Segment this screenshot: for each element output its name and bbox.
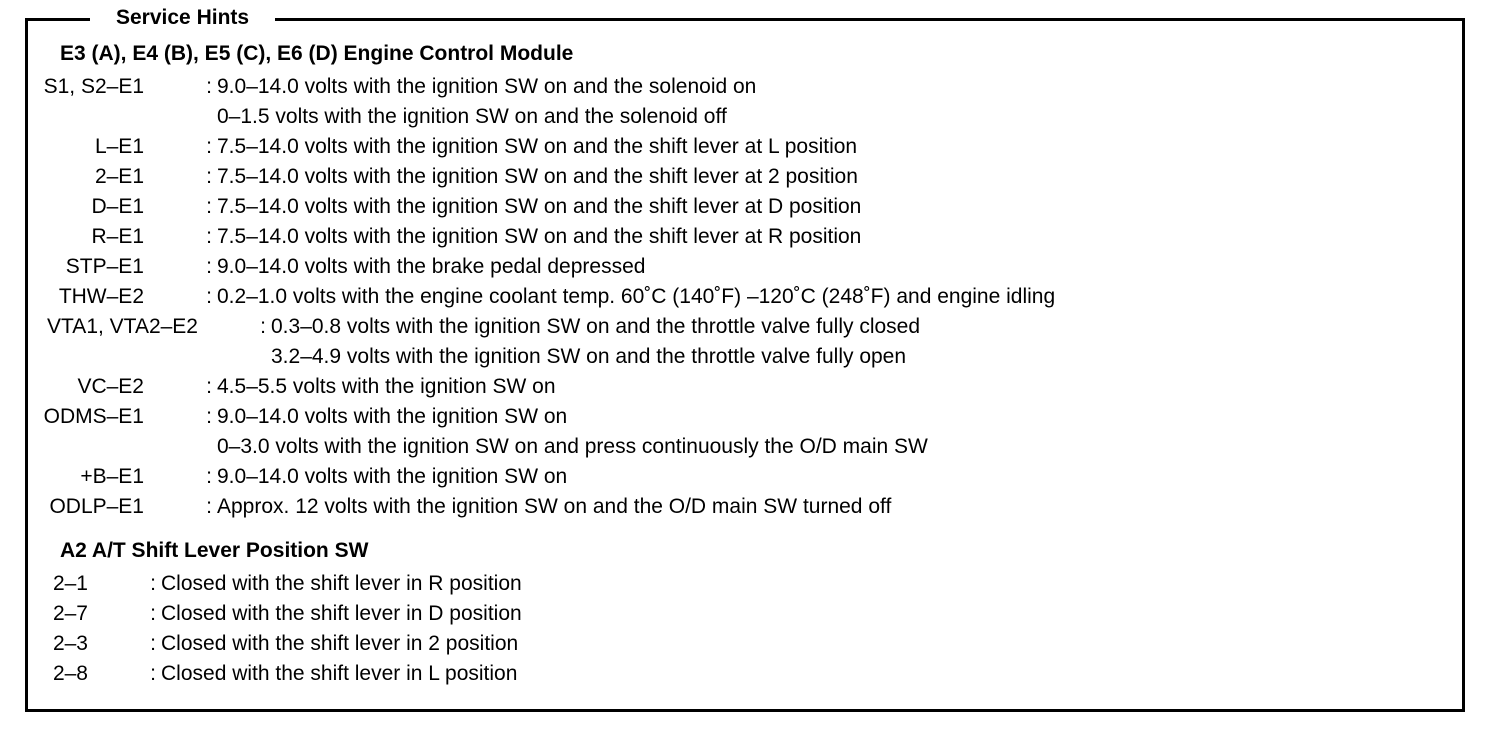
terminal-separator: : [206, 165, 212, 188]
terminal-description: 0.3–0.8 volts with the ignition SW on and the throttle valve fully closed [271, 315, 921, 338]
terminal-description: Closed with the shift lever in D position [161, 602, 522, 625]
terminal-row [0, 403, 1440, 431]
terminal-description: 7.5–14.0 volts with the ignition SW on and the shift lever at 2 position [217, 165, 858, 188]
frame-title: Service Hints [90, 4, 275, 32]
terminal-label: 2–7 [52, 602, 88, 625]
terminal-description: 7.5–14.0 volts with the ignition SW on and the shift lever at D position [217, 195, 862, 218]
terminal-description: 0–1.5 volts with the ignition SW on and the solenoid off [217, 105, 727, 128]
terminal-row [0, 463, 1440, 491]
terminal-separator: : [206, 255, 212, 278]
terminal-description: 4.5–5.5 volts with the ignition SW on [217, 375, 556, 398]
terminal-label: D–E1 [91, 195, 144, 218]
terminal-row [0, 133, 1440, 161]
terminal-label: 2–1 [52, 572, 88, 595]
terminal-separator: : [206, 405, 212, 428]
terminal-row [0, 313, 1440, 341]
terminal-description: 3.2–4.9 volts with the ignition SW on and the throttle valve fully open [271, 345, 907, 368]
terminal-description: 9.0–14.0 volts with the ignition SW on [217, 405, 568, 428]
terminal-label: ODLP–E1 [49, 495, 144, 518]
terminal-separator: : [206, 285, 212, 308]
terminal-separator: : [150, 572, 156, 595]
terminal-description: 9.0–14.0 volts with the brake pedal depressed [217, 255, 646, 278]
terminal-label: VC–E2 [77, 375, 144, 398]
terminal-description: 7.5–14.0 volts with the ignition SW on and the shift lever at R position [217, 225, 862, 248]
terminal-label: 2–8 [52, 662, 88, 685]
terminal-row [0, 493, 1440, 521]
terminal-separator: : [206, 495, 212, 518]
terminal-separator: : [206, 195, 212, 218]
terminal-label: THW–E2 [58, 285, 144, 308]
terminal-row [0, 223, 1440, 251]
terminal-row [0, 253, 1440, 281]
terminal-separator: : [150, 662, 156, 685]
terminal-label: STP–E1 [65, 255, 144, 278]
terminal-label: VTA1, VTA2–E2 [47, 315, 198, 338]
terminal-description: Closed with the shift lever in R position [161, 572, 522, 595]
terminal-row [0, 283, 1440, 311]
terminal-row [0, 660, 1440, 688]
terminal-row [0, 163, 1440, 191]
terminal-separator: : [260, 315, 266, 338]
terminal-description: 9.0–14.0 volts with the ignition SW on and the solenoid on [217, 75, 757, 98]
terminal-row [0, 433, 1440, 461]
terminal-label: 2–3 [52, 632, 88, 655]
terminal-separator: : [206, 135, 212, 158]
terminal-separator: : [206, 465, 212, 488]
terminal-row [0, 103, 1440, 131]
terminal-label: R–E1 [91, 225, 144, 248]
terminal-separator: : [206, 225, 212, 248]
terminal-row [0, 343, 1440, 371]
terminal-description: 9.0–14.0 volts with the ignition SW on [217, 465, 568, 488]
terminal-description: Closed with the shift lever in 2 position [161, 632, 519, 655]
terminal-description: 0–3.0 volts with the ignition SW on and press continuously the O/D main SW [217, 435, 928, 458]
terminal-row [0, 193, 1440, 221]
terminal-description: 0.2–1.0 volts with the engine coolant temp. 60˚C (140˚F) –120˚C (248˚F) and engine idling [217, 285, 1056, 308]
terminal-row [0, 373, 1440, 401]
terminal-label: +B–E1 [80, 465, 144, 488]
terminal-row [0, 73, 1440, 101]
terminal-label: S1, S2–E1 [43, 75, 144, 98]
terminal-row [0, 600, 1440, 628]
terminal-description: 7.5–14.0 volts with the ignition SW on and the shift lever at L position [217, 135, 858, 158]
terminal-separator: : [206, 75, 212, 98]
terminal-label: 2–E1 [94, 165, 144, 188]
terminal-description: Closed with the shift lever in L position [161, 662, 518, 685]
terminal-separator: : [150, 602, 156, 625]
terminal-row [0, 630, 1440, 658]
terminal-separator: : [206, 375, 212, 398]
ecm-heading: E3 (A), E4 (B), E5 (C), E6 (D) Engine Control Module [60, 42, 574, 65]
terminal-row [0, 570, 1440, 598]
shift-sw-heading: A2 A/T Shift Lever Position SW [60, 539, 369, 562]
terminal-label: L–E1 [94, 135, 144, 158]
terminal-label: ODMS–E1 [43, 405, 144, 428]
terminal-description: Approx. 12 volts with the ignition SW on and the O/D main SW turned off [217, 495, 892, 518]
terminal-separator: : [150, 632, 156, 655]
